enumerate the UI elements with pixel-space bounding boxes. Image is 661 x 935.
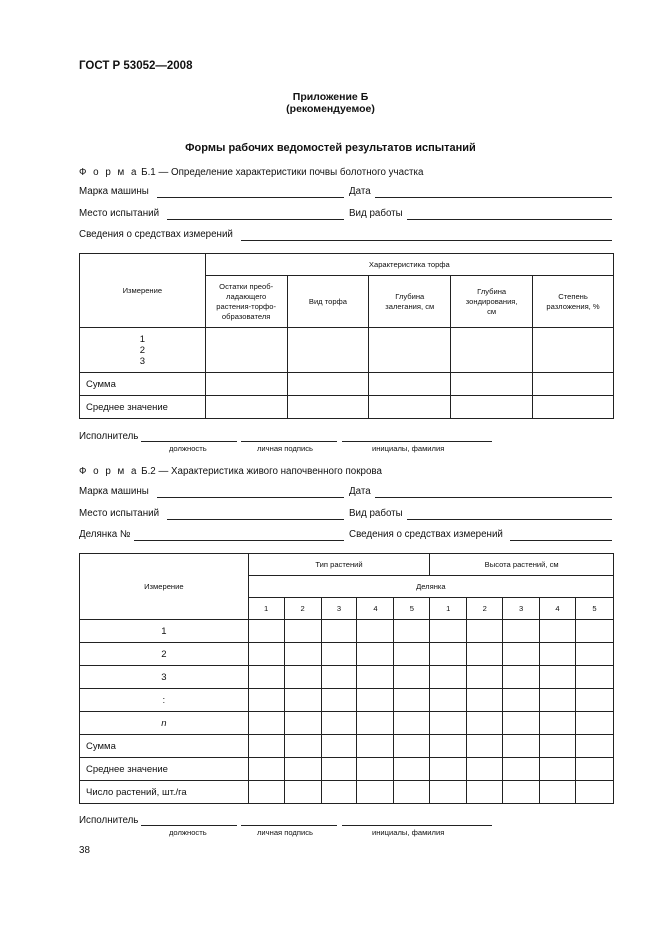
form1-sum-label: Сумма <box>80 373 206 396</box>
table-cell[interactable] <box>503 666 540 689</box>
form1-initials-field[interactable] <box>342 441 492 442</box>
form2-machine-field[interactable] <box>157 497 344 498</box>
form2-sign-field[interactable] <box>241 825 337 826</box>
form2-measurement-header: Измерение <box>80 554 249 620</box>
form1-col-residues <box>205 276 287 328</box>
form2-prefix: Ф о р м а <box>79 466 139 477</box>
form2-row-label: 3 <box>80 666 249 689</box>
table-cell[interactable] <box>357 758 394 781</box>
form2-row-label: n <box>80 712 249 735</box>
page-number: 38 <box>79 845 90 856</box>
form2-instruments-field[interactable] <box>510 540 612 541</box>
table-cell[interactable] <box>394 643 430 666</box>
plot-number: 3 <box>503 598 540 620</box>
table-cell[interactable] <box>321 758 357 781</box>
table-cell[interactable] <box>576 689 614 712</box>
form2-table <box>79 553 614 804</box>
table-cell[interactable] <box>284 689 321 712</box>
form1-initials-caption: инициалы, фамилия <box>372 444 445 453</box>
table-cell[interactable] <box>576 735 614 758</box>
plot-number: 4 <box>540 598 576 620</box>
table-cell[interactable] <box>533 373 614 396</box>
form1-mean-label: Среднее значение <box>80 396 206 419</box>
form2-instruments-label: Сведения о средствах измерений <box>349 529 503 540</box>
table-cell[interactable] <box>287 396 369 419</box>
form2-place-field[interactable] <box>167 519 344 520</box>
table-cell[interactable] <box>284 758 321 781</box>
form2-initials-field[interactable] <box>342 825 492 826</box>
table-cell[interactable] <box>321 781 357 804</box>
table-cell[interactable] <box>467 620 503 643</box>
line: Глубина <box>395 291 425 301</box>
form1-executor-label: Исполнитель <box>79 431 139 442</box>
table-cell[interactable] <box>430 643 467 666</box>
line: зондирования, <box>465 296 518 306</box>
table-cell[interactable] <box>357 735 394 758</box>
table-cell[interactable] <box>357 689 394 712</box>
form2-sign-caption: личная подпись <box>257 828 313 837</box>
table-cell[interactable] <box>503 643 540 666</box>
form1-peat-header: Характеристика торфа <box>205 254 613 276</box>
table-cell[interactable] <box>430 712 467 735</box>
form2-sum-label: Сумма <box>80 735 249 758</box>
form2-count-label: Число растений, шт./га <box>80 781 249 804</box>
table-cell[interactable] <box>394 666 430 689</box>
plot-number: 5 <box>576 598 614 620</box>
form2-position-field[interactable] <box>141 825 237 826</box>
form1-sign-caption: личная подпись <box>257 444 313 453</box>
table-cell[interactable] <box>369 373 451 396</box>
table-cell[interactable] <box>503 689 540 712</box>
table-cell[interactable] <box>430 781 467 804</box>
table-cell[interactable] <box>369 328 451 373</box>
table-cell[interactable] <box>357 620 394 643</box>
table-cell[interactable] <box>248 689 284 712</box>
line: ладающего <box>226 291 267 301</box>
table-cell[interactable] <box>287 373 369 396</box>
form2-worktype-field[interactable] <box>407 519 612 520</box>
form2-plot-header: Делянка <box>248 576 613 598</box>
line: разложения, % <box>546 301 600 311</box>
standard-header: ГОСТ Р 53052—2008 <box>79 60 193 72</box>
line: Степень <box>558 291 588 301</box>
table-cell[interactable] <box>467 781 503 804</box>
table-cell[interactable] <box>284 735 321 758</box>
table-cell[interactable] <box>467 712 503 735</box>
table-cell[interactable] <box>321 735 357 758</box>
appendix-subtitle: (рекомендуемое) <box>286 103 375 115</box>
plot-number: 2 <box>467 598 503 620</box>
form1-instruments-label: Сведения о средствах измерений <box>79 229 233 240</box>
form1-table <box>79 253 614 419</box>
form2-machine-label: Марка машины <box>79 486 149 497</box>
line: образователя <box>221 311 271 321</box>
table-cell[interactable] <box>284 666 321 689</box>
plot-number: 2 <box>284 598 321 620</box>
table-cell[interactable] <box>430 620 467 643</box>
form2-plot-field[interactable] <box>134 540 344 541</box>
table-cell[interactable] <box>248 735 284 758</box>
appendix-title: Приложение Б <box>292 91 369 103</box>
form1-worktype-field[interactable] <box>407 219 612 220</box>
table-cell[interactable] <box>540 781 576 804</box>
table-cell[interactable] <box>467 666 503 689</box>
form2-caption-text: Б.2 — Характеристика живого напочвенного покрова <box>138 466 382 477</box>
table-cell[interactable] <box>533 396 614 419</box>
table-cell[interactable] <box>467 643 503 666</box>
form2-place-label: Место испытаний <box>79 508 160 519</box>
table-cell[interactable] <box>248 620 284 643</box>
form1-position-field[interactable] <box>141 441 237 442</box>
form2-executor-label: Исполнитель <box>79 815 139 826</box>
form1-worktype-label: Вид работы <box>349 208 403 219</box>
table-cell[interactable] <box>394 620 430 643</box>
form2-date-field[interactable] <box>375 497 612 498</box>
table-cell[interactable] <box>540 643 576 666</box>
form2-date-label: Дата <box>349 486 371 497</box>
plot-number: 4 <box>357 598 394 620</box>
line: Вид торфа <box>308 296 348 306</box>
form1-col-probe-depth <box>451 276 533 328</box>
table-cell[interactable] <box>357 781 394 804</box>
table-cell[interactable] <box>467 758 503 781</box>
table-cell[interactable] <box>284 643 321 666</box>
table-cell[interactable] <box>540 620 576 643</box>
table-cell[interactable] <box>533 328 614 373</box>
table-cell[interactable] <box>576 643 614 666</box>
table-cell[interactable] <box>467 735 503 758</box>
plot-number: 1 <box>430 598 467 620</box>
form1-place-field[interactable] <box>167 219 344 220</box>
table-cell[interactable] <box>321 643 357 666</box>
table-cell[interactable] <box>394 781 430 804</box>
table-cell[interactable] <box>467 689 503 712</box>
table-cell[interactable] <box>503 712 540 735</box>
table-cell[interactable] <box>248 666 284 689</box>
line: залегания, см <box>385 301 435 311</box>
row-number: 3 <box>139 355 145 367</box>
table-cell[interactable] <box>540 758 576 781</box>
table-cell[interactable] <box>576 712 614 735</box>
table-cell[interactable] <box>576 781 614 804</box>
form1-measurement-header: Измерение <box>80 254 206 328</box>
table-cell[interactable] <box>284 781 321 804</box>
table-cell[interactable] <box>451 396 533 419</box>
form1-row-numbers <box>80 328 206 373</box>
form1-instruments-field[interactable] <box>241 240 612 241</box>
table-cell[interactable] <box>576 758 614 781</box>
table-cell[interactable] <box>430 735 467 758</box>
form2-initials-caption: инициалы, фамилия <box>372 828 445 837</box>
row-number: 2 <box>139 344 145 356</box>
form1-position-caption: должность <box>169 444 207 453</box>
table-cell[interactable] <box>321 666 357 689</box>
table-cell[interactable] <box>369 396 451 419</box>
table-cell[interactable] <box>205 328 287 373</box>
form2-row-label: 1 <box>80 620 249 643</box>
form1-col-peat-type <box>287 276 369 328</box>
table-cell[interactable] <box>321 712 357 735</box>
table-cell[interactable] <box>540 712 576 735</box>
table-cell[interactable] <box>321 620 357 643</box>
form2-plant-type-header: Тип растений <box>248 554 430 576</box>
table-cell[interactable] <box>205 396 287 419</box>
table-cell[interactable] <box>576 620 614 643</box>
form1-date-label: Дата <box>349 186 371 197</box>
table-cell[interactable] <box>430 689 467 712</box>
form1-caption <box>79 167 423 178</box>
table-cell[interactable] <box>503 758 540 781</box>
table-cell[interactable] <box>248 643 284 666</box>
main-title: Формы рабочих ведомостей результатов испытаний <box>185 142 476 154</box>
table-cell[interactable] <box>394 689 430 712</box>
form2-position-caption: должность <box>169 828 207 837</box>
line: Остатки преоб- <box>219 281 274 291</box>
table-cell[interactable] <box>287 328 369 373</box>
table-cell[interactable] <box>394 735 430 758</box>
table-cell[interactable] <box>430 758 467 781</box>
table-cell[interactable] <box>284 620 321 643</box>
form2-worktype-label: Вид работы <box>349 508 403 519</box>
form2-caption <box>79 466 382 477</box>
table-cell[interactable] <box>284 712 321 735</box>
table-cell[interactable] <box>503 781 540 804</box>
table-cell[interactable] <box>357 666 394 689</box>
table-cell[interactable] <box>357 712 394 735</box>
table-cell[interactable] <box>540 666 576 689</box>
form2-plant-height-header: Высота растений, см <box>430 554 614 576</box>
table-cell[interactable] <box>248 781 284 804</box>
form1-machine-label: Марка машины <box>79 186 149 197</box>
form2-mean-label: Среднее значение <box>80 758 249 781</box>
table-cell[interactable] <box>451 328 533 373</box>
table-cell[interactable] <box>540 735 576 758</box>
table-cell[interactable] <box>321 689 357 712</box>
line: растения-торфо- <box>216 301 277 311</box>
form1-caption-text: Б.1 — Определение характеристики почвы болотного участка <box>138 167 424 178</box>
plot-number: 5 <box>394 598 430 620</box>
row-number: 1 <box>139 333 145 345</box>
table-cell[interactable] <box>503 735 540 758</box>
form2-row-label: 2 <box>80 643 249 666</box>
form2-plot-label: Делянка № <box>79 529 131 540</box>
form1-sign-field[interactable] <box>241 441 337 442</box>
table-cell[interactable] <box>205 373 287 396</box>
table-cell[interactable] <box>430 666 467 689</box>
plot-number: 1 <box>248 598 284 620</box>
form1-col-decomposition <box>533 276 614 328</box>
line: см <box>487 306 497 316</box>
table-cell[interactable] <box>357 643 394 666</box>
form1-date-field[interactable] <box>375 197 612 198</box>
form1-prefix: Ф о р м а <box>79 167 139 178</box>
line: Глубина <box>477 286 507 296</box>
table-cell[interactable] <box>394 758 430 781</box>
table-cell[interactable] <box>540 689 576 712</box>
table-cell[interactable] <box>576 666 614 689</box>
table-cell[interactable] <box>503 620 540 643</box>
table-cell[interactable] <box>248 758 284 781</box>
plot-number: 3 <box>321 598 357 620</box>
table-cell[interactable] <box>394 712 430 735</box>
table-cell[interactable] <box>248 712 284 735</box>
table-cell[interactable] <box>451 373 533 396</box>
form2-row-label: : <box>80 689 249 712</box>
form1-place-label: Место испытаний <box>79 208 160 219</box>
form1-col-depth <box>369 276 451 328</box>
form1-machine-field[interactable] <box>157 197 344 198</box>
